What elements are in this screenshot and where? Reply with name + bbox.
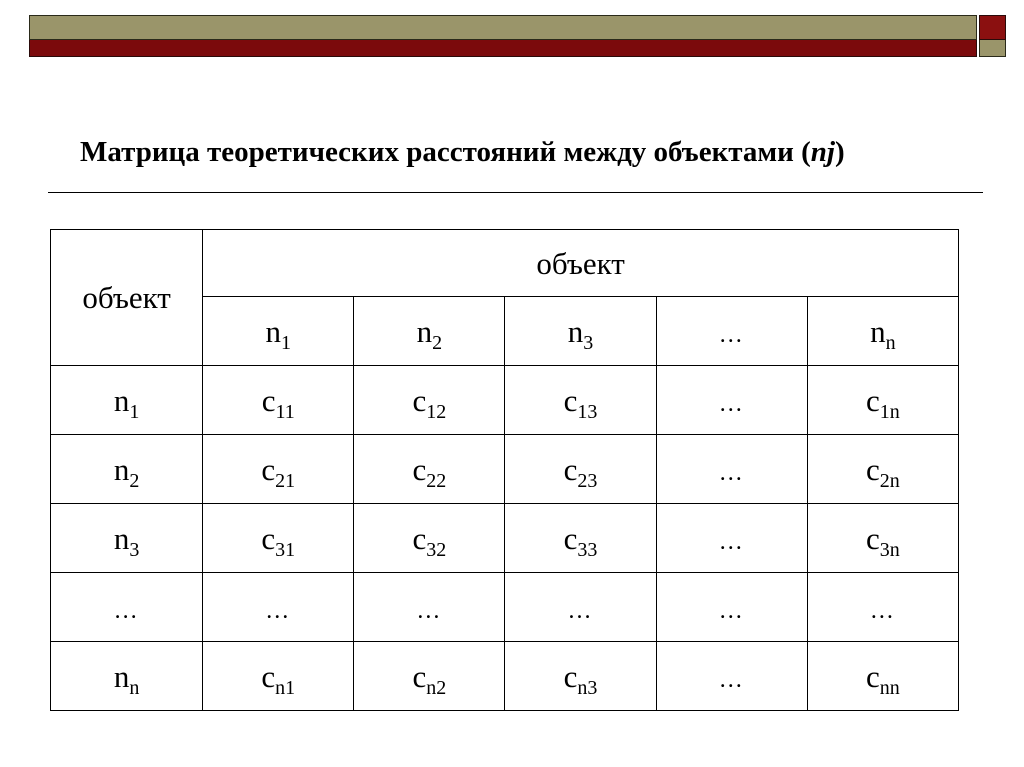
column-header-cell bbox=[203, 297, 354, 366]
slide-title-close: ) bbox=[834, 136, 845, 168]
ellipsis-text: … bbox=[718, 321, 745, 348]
column-header-cell bbox=[807, 297, 958, 366]
cell-subscript: 1n bbox=[879, 400, 900, 423]
cell-symbol: c bbox=[866, 658, 880, 694]
cell-symbol: c bbox=[866, 520, 880, 556]
table-cell bbox=[807, 642, 958, 711]
ellipsis-text: … bbox=[416, 597, 443, 624]
header-bar-olive bbox=[29, 15, 977, 40]
table-cell bbox=[354, 642, 505, 711]
table-cell bbox=[656, 435, 807, 504]
cell-subscript: 3n bbox=[879, 538, 900, 561]
table-cell bbox=[505, 366, 656, 435]
cell-symbol: c bbox=[412, 520, 427, 556]
cell-symbol: c bbox=[412, 382, 427, 418]
table-row bbox=[51, 573, 959, 642]
cell-symbol: c bbox=[866, 451, 880, 487]
table-cell bbox=[354, 573, 505, 642]
table-cell bbox=[203, 435, 354, 504]
table-cell bbox=[354, 504, 505, 573]
cell-subscript: 12 bbox=[426, 400, 447, 423]
cell-subscript: 2 bbox=[129, 469, 140, 492]
cell-subscript: n bbox=[129, 676, 140, 699]
ellipsis-text: … bbox=[869, 597, 896, 624]
cell-symbol: n bbox=[113, 658, 130, 694]
table-cell bbox=[203, 504, 354, 573]
column-header-cell bbox=[505, 297, 656, 366]
table-row bbox=[51, 366, 959, 435]
cell-subscript: 1 bbox=[280, 331, 291, 354]
cell-subscript: 2n bbox=[879, 469, 900, 492]
ellipsis-text: … bbox=[113, 597, 140, 624]
table-cell bbox=[807, 573, 958, 642]
table-cell bbox=[203, 642, 354, 711]
cell-subscript: 2 bbox=[432, 331, 443, 354]
cell-subscript: 22 bbox=[426, 469, 447, 492]
cell-symbol: c bbox=[261, 382, 276, 418]
table-cell bbox=[505, 642, 656, 711]
table-row bbox=[51, 642, 959, 711]
cell-symbol: c bbox=[261, 658, 276, 694]
table-cell bbox=[807, 366, 958, 435]
header-bar-red bbox=[29, 40, 977, 57]
table-cell bbox=[505, 435, 656, 504]
row-header-cell bbox=[51, 573, 203, 642]
cell-subscript: nn bbox=[879, 676, 900, 699]
cell-subscript: 11 bbox=[275, 400, 295, 423]
table-cell bbox=[807, 504, 958, 573]
cell-subscript: 13 bbox=[577, 400, 598, 423]
ellipsis-text: … bbox=[718, 597, 745, 624]
cell-subscript: n1 bbox=[275, 676, 296, 699]
ellipsis-text: … bbox=[718, 666, 745, 693]
cell-symbol: c bbox=[563, 382, 578, 418]
cell-subscript: 33 bbox=[577, 538, 598, 561]
cell-subscript: 1 bbox=[129, 400, 140, 423]
table-row bbox=[51, 504, 959, 573]
cell-symbol: c bbox=[563, 520, 578, 556]
cell-subscript: n3 bbox=[577, 676, 598, 699]
column-header-cell bbox=[354, 297, 505, 366]
ellipsis-text: … bbox=[718, 390, 745, 417]
table-row bbox=[51, 435, 959, 504]
slide-title-text: Матрица теоретических расстояний между объектами ( bbox=[80, 136, 811, 168]
cell-subscript: n bbox=[885, 331, 896, 354]
cell-subscript: 23 bbox=[577, 469, 598, 492]
ellipsis-text: … bbox=[567, 597, 594, 624]
column-header-cell bbox=[656, 297, 807, 366]
cell-symbol: c bbox=[866, 382, 880, 418]
table-cell bbox=[656, 573, 807, 642]
row-header-cell bbox=[51, 642, 203, 711]
cell-symbol: n bbox=[416, 313, 433, 349]
cell-symbol: c bbox=[563, 451, 578, 487]
cell-symbol: c bbox=[563, 658, 578, 694]
cell-symbol: n bbox=[113, 382, 130, 418]
row-header-cell bbox=[51, 504, 203, 573]
object-header-cell: объект bbox=[203, 230, 959, 297]
cell-symbol: n bbox=[265, 313, 281, 349]
cell-symbol: n bbox=[113, 451, 130, 487]
cell-subscript: 32 bbox=[426, 538, 447, 561]
cell-subscript: 31 bbox=[275, 538, 296, 561]
row-header-cell bbox=[51, 366, 203, 435]
table-cell bbox=[807, 435, 958, 504]
table-cell bbox=[203, 573, 354, 642]
cell-symbol: n bbox=[113, 520, 130, 556]
table-cell bbox=[354, 435, 505, 504]
title-underline bbox=[48, 192, 983, 193]
table-cell bbox=[505, 504, 656, 573]
table-cell bbox=[505, 573, 656, 642]
cell-subscript: n2 bbox=[426, 676, 447, 699]
slide-title-variable: nj bbox=[810, 136, 835, 168]
cell-symbol: n bbox=[567, 313, 584, 349]
ellipsis-text: … bbox=[265, 597, 292, 624]
cell-subscript: 21 bbox=[275, 469, 296, 492]
row-header-cell bbox=[51, 435, 203, 504]
table-cell bbox=[656, 642, 807, 711]
header-square-red bbox=[979, 15, 1006, 40]
cell-subscript: 3 bbox=[129, 538, 140, 561]
table-header-row bbox=[51, 230, 959, 297]
table-cell bbox=[203, 366, 354, 435]
table-cell bbox=[354, 366, 505, 435]
distance-matrix-table bbox=[50, 229, 959, 711]
header-square-olive bbox=[979, 40, 1006, 57]
ellipsis-text: … bbox=[718, 459, 745, 486]
cell-subscript: 3 bbox=[583, 331, 594, 354]
cell-symbol: c bbox=[261, 520, 276, 556]
cell-symbol: c bbox=[412, 658, 427, 694]
cell-symbol: c bbox=[412, 451, 427, 487]
slide-title bbox=[80, 134, 1000, 170]
table-cell bbox=[656, 504, 807, 573]
ellipsis-text: … bbox=[718, 528, 745, 555]
cell-symbol: c bbox=[261, 451, 276, 487]
corner-header-cell: объект bbox=[51, 230, 203, 366]
table-cell bbox=[656, 366, 807, 435]
cell-symbol: n bbox=[870, 313, 886, 349]
